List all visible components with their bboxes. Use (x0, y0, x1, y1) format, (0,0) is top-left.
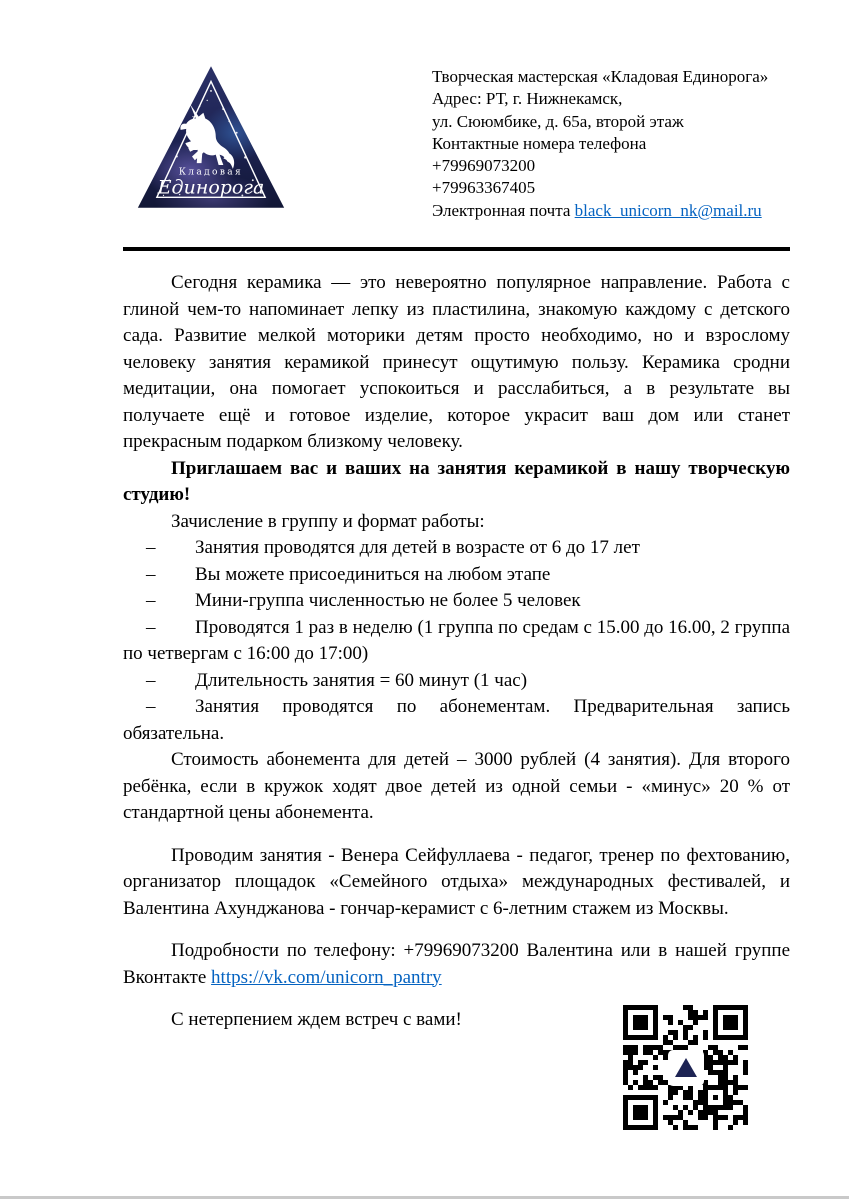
list-item-text: Проводятся 1 раз в неделю (1 группа по средам с 15.00 до 16.00, 2 группа по четвергам с 16:00 до 17:00) (123, 616, 790, 664)
email-label: Электронная почта (432, 200, 575, 220)
page-bottom-edge (0, 1196, 849, 1199)
logo-brand-bottom: Единорога (157, 176, 265, 199)
phones-label: Контактные номера телефона (432, 133, 647, 153)
list-item (123, 668, 790, 695)
list-item (123, 588, 790, 615)
list-item-text: Длительность занятия = 60 минут (1 час) (195, 669, 528, 691)
qr-code (623, 1005, 748, 1130)
format-heading: Зачисление в группу и формат работы: (171, 510, 485, 532)
list-dash: – (146, 616, 156, 638)
qr-center-logo (623, 1005, 748, 1130)
list-dash: – (146, 537, 156, 558)
email-line (432, 200, 768, 222)
address-line-2: ул. Сююмбике, д. 65а, второй этаж (432, 111, 684, 131)
teachers-paragraph: Проводим занятия - Венера Сейфуллаева - педагог, тренер по фехтованию, организатор площадок «Семейного отдыха» международных фестивалей, и Валентина Ахунджанова - гончар-керамист с 6-летним стажем из Москвы. (123, 844, 790, 919)
list-item-text: Мини-группа численностью не более 5 человек (195, 590, 581, 611)
pricing-paragraph: Стоимость абонемента для детей – 3000 рублей (4 занятия). Для второго ребёнка, если в кружок ходят двое детей из одной семьи - «минус» 20 % от стандартной цены абонемента. (123, 749, 790, 823)
list-item-text: Занятия проводятся для детей в возрасте от 6 до 17 лет (195, 537, 640, 558)
contact-block (432, 66, 768, 222)
list-dash: – (146, 669, 156, 691)
invitation-paragraph: Приглашаем вас и ваших на занятия керамикой в нашу творческую студию! (123, 457, 790, 505)
logo-svg (135, 64, 287, 210)
letter-body (123, 270, 790, 1034)
list-item (123, 535, 790, 562)
list-item-text: Вы можете присоединиться на любом этапе (195, 563, 551, 585)
details-paragraph (123, 938, 790, 991)
details-text: Подробности по телефону: +79969073200 Валентина или в нашей группе Вконтакте (123, 940, 790, 988)
list-dash: – (146, 563, 156, 585)
logo-brand-top: Кладовая (178, 167, 244, 178)
qr-triangle-icon (675, 1058, 697, 1077)
address-line-1: Адрес: РТ, г. Нижнекамск, (432, 89, 623, 109)
company-logo (135, 64, 287, 210)
closing-paragraph: С нетерпением ждем встреч с вами! (171, 1009, 462, 1030)
list-item-text: Занятия проводятся по абонементам. Предварительная запись обязательна. (123, 696, 790, 744)
intro-paragraph: Сегодня керамика — это невероятно популярное направление. Работа с глиной чем-то напоминает лепку из пластилина, знакомую каждому с детского сада. Развитие мелкой моторики детям просто необходимо, но и взрослому человеку занятия керамикой принесут ощутимую пользу. Керамика сродни медитации, она помогает успокоиться и расслабиться, а в результате вы получаете ещё и готовое изделие, которое украсит ваш дом или станет прекрасным подарком близкому человеку. (123, 272, 790, 452)
list-dash: – (146, 590, 156, 611)
qr-logo-frame (668, 1050, 704, 1086)
list-item (123, 694, 790, 747)
list-item (123, 562, 790, 589)
org-name: Творческая мастерская «Кладовая Единорога» (432, 67, 769, 86)
phone-number-1: +79969073200 (432, 156, 536, 176)
separator-line (123, 247, 790, 251)
list-item (123, 615, 790, 668)
vk-link[interactable]: https://vk.com/unicorn_pantry (211, 966, 442, 988)
email-link[interactable]: black_unicorn_nk@mail.ru (574, 200, 762, 220)
list-dash: – (146, 696, 156, 717)
phone-number-2: +79963367405 (432, 178, 536, 198)
